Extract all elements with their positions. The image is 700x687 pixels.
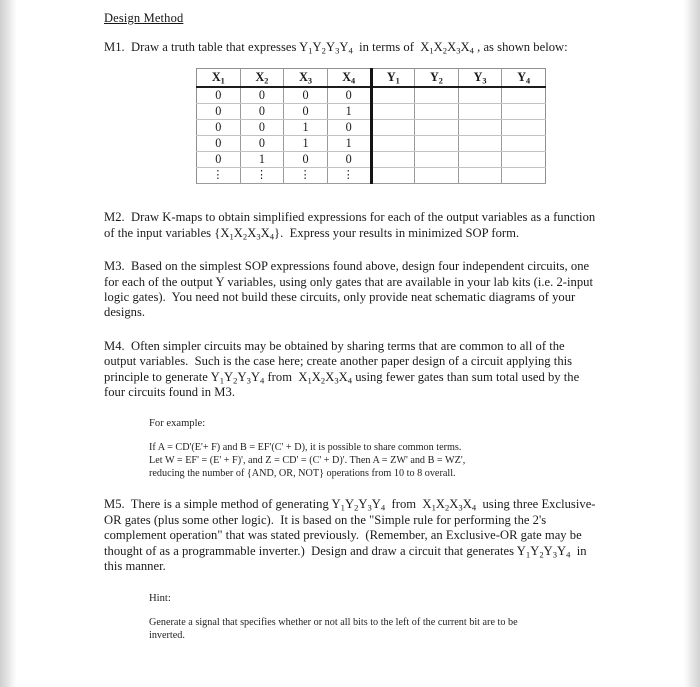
table-cell-x1-r4: 0 <box>197 136 241 152</box>
table-cell-x1-r6: ⋮ <box>197 168 241 184</box>
table-cell-y4-r5 <box>502 152 546 168</box>
column-header-y4: $Y_4$ <box>502 69 546 88</box>
table-cell-y2-r6 <box>415 168 459 184</box>
hint-block-body <box>149 616 596 642</box>
table-cell-x3-r4: 1 <box>284 136 328 152</box>
table-cell-y1-r3 <box>371 120 415 136</box>
table-cell-y2-r4 <box>415 136 459 152</box>
truth-table-body <box>197 87 546 184</box>
table-row <box>197 120 546 136</box>
table-cell-x3-r5: 0 <box>284 152 328 168</box>
table-cell-y3-r2 <box>458 104 502 120</box>
example-block-body <box>149 441 596 480</box>
table-cell-y1-r6 <box>371 168 415 184</box>
table-cell-y2-r5 <box>415 152 459 168</box>
example-line-3: reducing the number of {AND, OR, NOT} operations from 10 to 8 overall. <box>149 468 456 480</box>
truth-table <box>196 68 546 184</box>
table-cell-y1-r2 <box>371 104 415 120</box>
table-cell-y3-r4 <box>458 136 502 152</box>
column-header-x2: $X_2$ <box>240 69 284 88</box>
table-cell-x2-r4: 0 <box>240 136 284 152</box>
table-cell-y1-r5 <box>371 152 415 168</box>
table-cell-y2-r1 <box>415 87 459 104</box>
table-cell-y4-r2 <box>502 104 546 120</box>
example-line-2: Let W = EF' = (E' + F)', and Z = CD' = (C' + D)'. Then A = ZW' and B = WZ', <box>149 455 466 467</box>
hint-line-1: Generate a signal that specifies whether or not all bits to the left of the current bit are to be <box>149 616 518 628</box>
paragraph-m1: M1. Draw a truth table that expresses $Y_1Y_2Y_3Y_4$ in terms of $X_1X_2X_3X_4$ , as shown below: <box>104 40 568 56</box>
table-cell-x3-r2: 0 <box>284 104 328 120</box>
column-header-y1: $Y_1$ <box>371 69 415 88</box>
table-cell-x4-r1: 0 <box>327 87 371 104</box>
table-cell-x2-r3: 0 <box>240 120 284 136</box>
column-header-x3: $X_3$ <box>284 69 328 88</box>
table-cell-x4-r5: 0 <box>327 152 371 168</box>
paragraph-m2: M2. Draw K-maps to obtain simplified expressions for each of the output variables as a function of the input variables $\{X_1X_2X_3X_4\}$. Express your results in minimized SOP form. <box>104 210 596 242</box>
column-header-y3: $Y_3$ <box>458 69 502 88</box>
document-content <box>104 11 596 642</box>
table-cell-x4-r4: 1 <box>327 136 371 152</box>
hint-block <box>149 592 596 642</box>
table-cell-y3-r6 <box>458 168 502 184</box>
table-cell-x3-r1: 0 <box>284 87 328 104</box>
table-row <box>197 152 546 168</box>
truth-table-header <box>197 69 546 88</box>
table-cell-y1-r1 <box>371 87 415 104</box>
paragraph-m3: M3. Based on the simplest SOP expressions found above, design four independent circuits, one for each of the output Y variables, using only gates that are available in your lab kits (i.e. 2-input logic gates). You need not build these circuits, only provide neat schematic diagrams of your designs. <box>104 259 593 320</box>
table-cell-y3-r3 <box>458 120 502 136</box>
table-cell-x4-r6: ⋮ <box>327 168 371 184</box>
table-cell-x1-r2: 0 <box>197 104 241 120</box>
table-cell-y1-r4 <box>371 136 415 152</box>
hint-line-2: inverted. <box>149 629 185 641</box>
table-cell-y4-r6 <box>502 168 546 184</box>
paragraph-m5: M5. There is a simple method of generating $Y_1Y_2Y_3Y_4$ from $X_1X_2X_3X_4$ using three Exclusive-OR gates (plus some other logic). It is based on the "Simple rule for performing the 2's complement operation" that was stated previously. (Remember, an Exclusive-OR gate may be thought of as a programmable inverter.) Design and draw a circuit that generates $Y_1Y_2Y_3Y_4$ in this manner. <box>104 497 596 574</box>
paragraph-m4: M4. Often simpler circuits may be obtained by sharing terms that are common to all of the output variables. Such is the case here; create another paper design of a circuit applying this principle to generate $Y_1Y_2Y_3Y_4$ from $X_1X_2X_3X_4$ using fewer gates than sum total used by the four circuits found in M3. <box>104 338 580 400</box>
table-cell-y4-r3 <box>502 120 546 136</box>
column-header-x1: $X_1$ <box>197 69 241 88</box>
example-block-label: For example: <box>149 418 206 430</box>
table-cell-x3-r3: 1 <box>284 120 328 136</box>
column-header-x4: $X_4$ <box>327 69 371 88</box>
example-block <box>149 417 596 480</box>
table-row <box>197 168 546 184</box>
table-cell-x3-r6: ⋮ <box>284 168 328 184</box>
table-row <box>197 104 546 120</box>
table-cell-x1-r5: 0 <box>197 152 241 168</box>
page-title: Design Method <box>104 11 184 25</box>
table-cell-x2-r2: 0 <box>240 104 284 120</box>
table-cell-x2-r6: ⋮ <box>240 168 284 184</box>
truth-table-container <box>104 68 596 184</box>
table-row <box>197 87 546 104</box>
table-cell-x2-r1: 0 <box>240 87 284 104</box>
table-cell-x1-r1: 0 <box>197 87 241 104</box>
table-cell-y2-r2 <box>415 104 459 120</box>
table-cell-y4-r4 <box>502 136 546 152</box>
table-cell-x4-r3: 0 <box>327 120 371 136</box>
table-cell-x4-r2: 1 <box>327 104 371 120</box>
truth-table-header-row <box>197 69 546 88</box>
column-header-y2: $Y_2$ <box>415 69 459 88</box>
table-cell-x2-r5: 1 <box>240 152 284 168</box>
table-cell-y4-r1 <box>502 87 546 104</box>
table-row <box>197 136 546 152</box>
table-cell-y2-r3 <box>415 120 459 136</box>
table-cell-x1-r3: 0 <box>197 120 241 136</box>
hint-block-label: Hint: <box>149 592 171 604</box>
example-line-1: If A = CD'(E'+ F) and B = EF'(C' + D), it is possible to share common terms. <box>149 442 462 454</box>
table-cell-y3-r5 <box>458 152 502 168</box>
table-cell-y3-r1 <box>458 87 502 104</box>
